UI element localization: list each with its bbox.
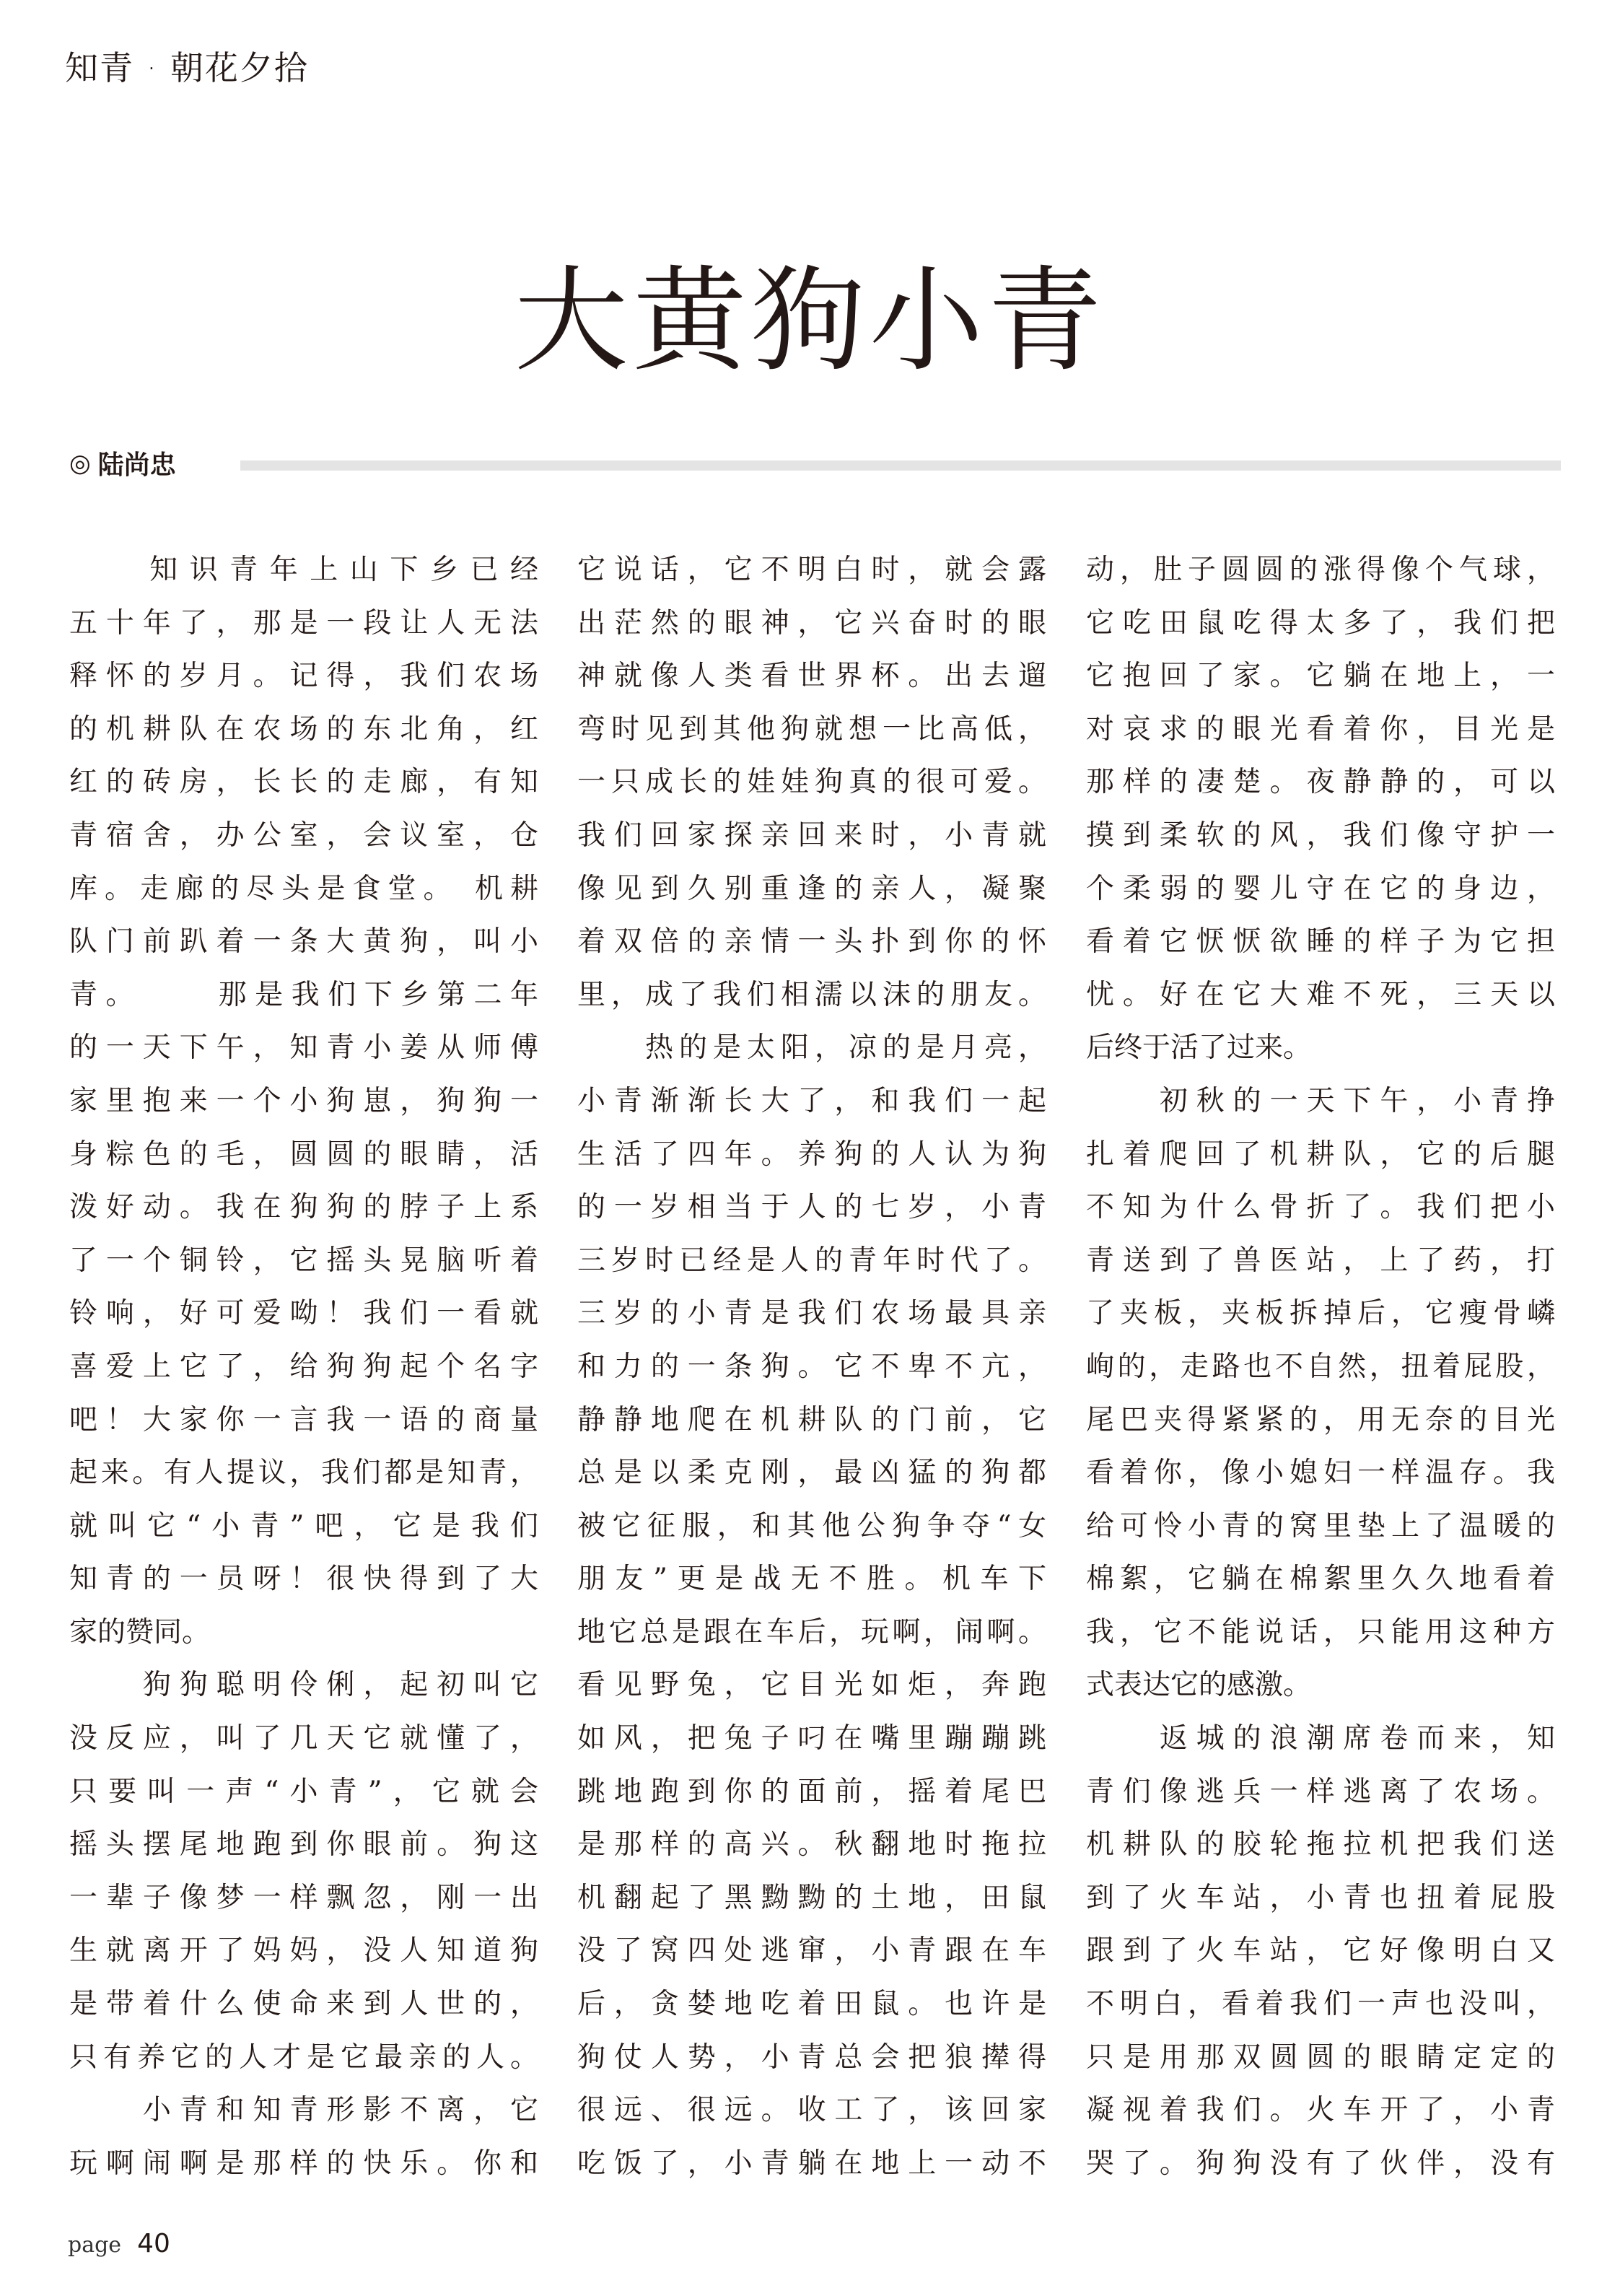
text-line: 如风，把兔子叼在嘴里蹦蹦跳	[577, 1722, 1046, 1755]
text-line: 青。 那是我们下乡第二年	[69, 978, 538, 1011]
text-line: 跟到了火车站，它好像明白又	[1086, 1934, 1555, 1968]
author-name: 陆尚忠	[97, 450, 176, 480]
text-line: 五十年了，那是一段让人无法	[69, 606, 538, 640]
text-line: 我们回家探亲回来时，小青就	[577, 819, 1046, 852]
text-line: 小青渐渐长大了，和我们一起	[577, 1084, 1046, 1117]
text-line: 家里抱来一个小狗崽，狗狗一	[69, 1084, 538, 1117]
text-line: 它抱回了家。它躺在地上，一	[1086, 660, 1555, 693]
text-line: 一只成长的娃娃狗真的很可爱。	[577, 766, 1046, 799]
text-line: 弯时见到其他狗就想一比高低，	[577, 712, 1046, 746]
text-line: 铃响，好可爱呦！我们一看就	[69, 1297, 538, 1330]
text-line: 我，它不能说话，只能用这种方	[1086, 1615, 1555, 1649]
text-line: 朋友”更是战无不胜。机车下	[577, 1563, 1046, 1596]
double-circle-icon: ◎	[69, 448, 91, 478]
text-line: 吧！大家你一言我一语的商量	[69, 1403, 538, 1436]
text-line: 身粽色的毛，圆圆的眼睛，活	[69, 1138, 538, 1171]
text-line: 吃饭了，小青躺在地上一动不	[577, 2147, 1046, 2180]
text-line: 不知为什么骨折了。我们把小	[1086, 1191, 1555, 1224]
article-column-1	[69, 544, 538, 2190]
article-title: 大黄狗小青	[514, 255, 1106, 388]
text-line: 狗狗聪明伶俐，起初叫它	[69, 1669, 538, 1702]
text-line: 机耕队的胶轮拖拉机把我们送	[1086, 1828, 1555, 1861]
text-line: 看着你，像小媳妇一样温存。我	[1086, 1457, 1555, 1490]
section-header: 知青 · 朝花夕拾	[65, 48, 309, 87]
text-line: 三岁时已经是人的青年时代了。	[577, 1244, 1046, 1277]
text-line: 它说话，它不明白时，就会露	[577, 554, 1046, 586]
text-line: 神就像人类看世界杯。出去遛	[577, 660, 1046, 693]
text-line: 红的砖房，长长的走廊，有知	[69, 766, 538, 799]
text-line: 棉絮，它躺在棉絮里久久地看着	[1086, 1563, 1555, 1596]
text-line: 式表达它的感激。	[1086, 1669, 1312, 1702]
text-line: 就叫它“小青”吧，它是我们	[69, 1509, 538, 1542]
text-line: 的一天下午，知青小姜从师傅	[69, 1031, 538, 1065]
text-line: 只有养它的人才是它最亲的人。	[69, 2040, 538, 2074]
text-line: 哭了。狗狗没有了伙伴，没有	[1086, 2147, 1555, 2180]
byline-divider	[240, 460, 1561, 471]
page-label: page	[68, 2232, 122, 2258]
text-line: 生活了四年。养狗的人认为狗	[577, 1138, 1046, 1171]
byline	[69, 445, 176, 481]
text-line: 青送到了兽医站，上了药，打	[1086, 1244, 1555, 1277]
text-line: 个柔弱的婴儿守在它的身边，	[1086, 872, 1555, 905]
text-line: 玩啊闹啊是那样的快乐。你和	[69, 2147, 538, 2180]
text-line: 泼好动。我在狗狗的脖子上系	[69, 1191, 538, 1224]
page-footer	[68, 2229, 170, 2258]
text-line: 没了窝四处逃窜，小青跟在车	[577, 1934, 1046, 1968]
article-column-2	[577, 544, 1046, 2190]
text-line: 只是用那双圆圆的眼睛定定的	[1086, 2040, 1555, 2074]
text-line: 生就离开了妈妈，没人知道狗	[69, 1934, 538, 1968]
text-line: 忧。好在它大难不死，三天以	[1086, 978, 1555, 1011]
text-line: 动，肚子圆圆的涨得像个气球，	[1086, 554, 1555, 586]
text-line: 看见野兔，它目光如炬，奔跑	[577, 1669, 1046, 1702]
text-line: 只要叫一声“小青”，它就会	[69, 1775, 538, 1808]
text-line: 是那样的高兴。秋翻地时拖拉	[577, 1828, 1046, 1861]
text-line: 看着它恹恹欲睡的样子为它担	[1086, 925, 1555, 959]
text-line: 到了火车站，小青也扭着屁股	[1086, 1881, 1555, 1914]
text-line: 的一岁相当于人的七岁，小青	[577, 1191, 1046, 1224]
text-line: 返城的浪潮席卷而来，知	[1086, 1722, 1555, 1755]
text-line: 着双倍的亲情一头扑到你的怀	[577, 925, 1046, 959]
text-line: 热的是太阳，凉的是月亮，	[577, 1031, 1046, 1065]
text-line: 出茫然的眼神，它兴奋时的眼	[577, 606, 1046, 640]
text-line: 和力的一条狗。它不卑不亢，	[577, 1350, 1046, 1383]
text-line: 三岁的小青是我们农场最具亲	[577, 1297, 1046, 1330]
text-line: 了一个铜铃，它摇头晃脑听着	[69, 1244, 538, 1277]
text-line: 后终于活了过来。	[1086, 1031, 1312, 1065]
text-line: 后，贪婪地吃着田鼠。也许是	[577, 1988, 1046, 2021]
text-line: 青宿舍，办公室，会议室，仓	[69, 819, 538, 852]
text-line: 起来。有人提议，我们都是知青，	[69, 1457, 538, 1490]
text-line: 小青和知青形影不离，它	[69, 2094, 538, 2127]
text-line: 一辈子像梦一样飘忽，刚一出	[69, 1881, 538, 1914]
text-line: 的机耕队在农场的东北角，红	[69, 712, 538, 746]
text-line: 库。走廊的尽头是食堂。 机耕	[69, 872, 538, 905]
text-line: 队门前趴着一条大黄狗，叫小	[69, 925, 538, 959]
text-line: 总是以柔克刚，最凶猛的狗都	[577, 1457, 1046, 1490]
text-line: 家的赞同。	[69, 1615, 211, 1649]
text-line: 初秋的一天下午，小青挣	[1086, 1084, 1555, 1117]
text-line: 狗仗人势，小青总会把狼撵得	[577, 2040, 1046, 2074]
text-line: 扎着爬回了机耕队，它的后腿	[1086, 1138, 1555, 1171]
page-number: 40	[137, 2229, 170, 2258]
text-line: 知识青年上山下乡已经	[69, 554, 538, 586]
text-line: 了夹板，夹板拆掉后，它瘦骨嶙	[1086, 1297, 1555, 1330]
text-line: 它吃田鼠吃得太多了，我们把	[1086, 606, 1555, 640]
text-line: 峋的，走路也不自然，扭着屁股，	[1086, 1350, 1555, 1383]
text-line: 是带着什么使命来到人世的，	[69, 1988, 538, 2021]
text-line: 释怀的岁月。记得，我们农场	[69, 660, 538, 693]
article-column-3	[1086, 544, 1555, 2190]
text-line: 里，成了我们相濡以沫的朋友。	[577, 978, 1046, 1011]
text-line: 像见到久别重逢的亲人，凝聚	[577, 872, 1046, 905]
text-line: 地它总是跟在车后，玩啊，闹啊。	[577, 1615, 1046, 1649]
text-line: 对哀求的眼光看着你，目光是	[1086, 712, 1555, 746]
text-line: 不明白，看着我们一声也没叫，	[1086, 1988, 1555, 2021]
text-line: 被它征服，和其他公狗争夺“女	[577, 1509, 1046, 1542]
text-line: 那样的凄楚。夜静静的，可以	[1086, 766, 1555, 799]
text-line: 摇头摆尾地跑到你眼前。狗这	[69, 1828, 538, 1861]
text-line: 跳地跑到你的面前，摇着尾巴	[577, 1775, 1046, 1808]
text-line: 给可怜小青的窝里垫上了温暖的	[1086, 1509, 1555, 1542]
text-line: 知青的一员呀！很快得到了大	[69, 1563, 538, 1596]
text-line: 凝视着我们。火车开了，小青	[1086, 2094, 1555, 2127]
text-line: 机翻起了黑黝黝的土地，田鼠	[577, 1881, 1046, 1914]
text-line: 喜爱上它了，给狗狗起个名字	[69, 1350, 538, 1383]
text-line: 静静地爬在机耕队的门前，它	[577, 1403, 1046, 1436]
text-line: 青们像逃兵一样逃离了农场。	[1086, 1775, 1555, 1808]
text-line: 尾巴夹得紧紧的，用无奈的目光	[1086, 1403, 1555, 1436]
text-line: 摸到柔软的风，我们像守护一	[1086, 819, 1555, 852]
text-line: 没反应，叫了几天它就懂了，	[69, 1722, 538, 1755]
text-line: 很远、很远。收工了，该回家	[577, 2094, 1046, 2127]
